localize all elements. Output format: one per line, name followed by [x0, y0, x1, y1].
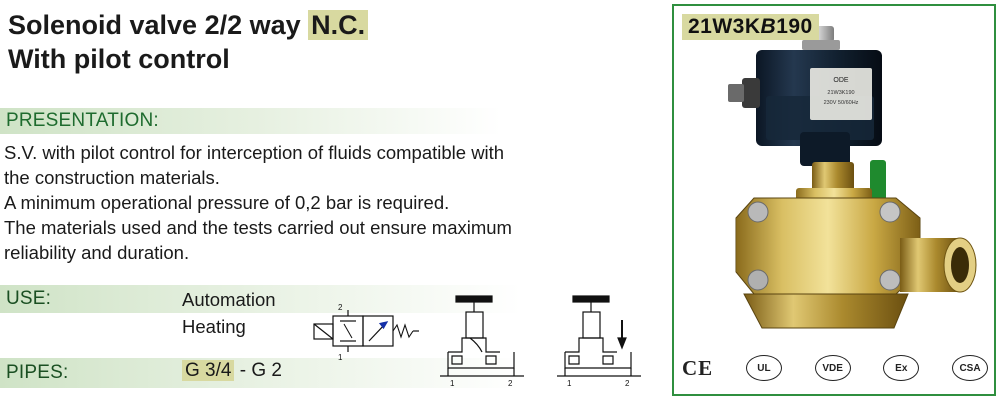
ex-mark-icon: Ex	[883, 355, 919, 381]
pipes-size-range: - G 2	[239, 360, 282, 381]
title-line-2: With pilot control	[8, 44, 230, 74]
symbol-port-2: 2	[338, 303, 343, 312]
pipes-values	[182, 360, 282, 382]
section-header-presentation	[0, 108, 668, 134]
use-values	[182, 286, 276, 340]
symbol-port-1: 1	[338, 353, 343, 362]
pipes-size-highlight: G 3/4	[182, 360, 234, 381]
cutaway-open	[557, 296, 641, 388]
solenoid-valve-illustration	[684, 22, 988, 342]
cutaway-closed-port-2: 2	[508, 379, 513, 388]
ce-mark-icon: CE	[682, 355, 714, 380]
solenoid-coil	[728, 50, 886, 204]
product-code-italic: B	[760, 15, 777, 38]
product-code-prefix: 21W3K	[688, 15, 761, 38]
product-code-badge	[682, 14, 819, 40]
iso-valve-symbol	[314, 303, 419, 362]
title-text-main: Solenoid valve 2/2 way	[8, 10, 309, 40]
coil-brand-text: ODE	[833, 77, 849, 84]
page-title	[8, 8, 658, 76]
presentation-body	[4, 140, 664, 265]
presentation-line-4: The materials used and the tests carried out ensure maximum	[4, 217, 512, 238]
cutaway-closed-port-1: 1	[450, 379, 455, 388]
product-photo	[684, 22, 988, 342]
svg-text:21W3K190: 21W3K190	[827, 90, 855, 96]
cutaway-open-port-1: 1	[567, 379, 572, 388]
valve-body	[736, 198, 976, 328]
use-value-2: Heating	[182, 316, 246, 337]
ul-mark-icon: UL	[746, 355, 782, 381]
presentation-line-2: the construction materials.	[4, 167, 220, 188]
svg-text:230V 50/60Hz: 230V 50/60Hz	[823, 100, 859, 106]
symbols-svg	[300, 290, 660, 395]
pipes-label: PIPES:	[6, 362, 69, 383]
product-panel	[672, 4, 996, 396]
vde-mark-icon: VDE	[815, 355, 851, 381]
title-highlight-nc: N.C.	[308, 10, 368, 40]
schematic-symbols	[300, 290, 660, 395]
use-value-1: Automation	[182, 289, 276, 310]
certification-marks	[682, 350, 988, 386]
presentation-line-5: reliability and duration.	[4, 242, 190, 263]
cutaway-closed	[440, 296, 524, 388]
title-line-1	[8, 8, 658, 42]
use-label: USE:	[6, 288, 52, 309]
product-code-suffix: 190	[776, 15, 813, 38]
csa-mark-icon: CSA	[952, 355, 988, 381]
presentation-line-1: S.V. with pilot control for interception of fluids compatible with	[4, 142, 505, 163]
cutaway-open-port-2: 2	[625, 379, 630, 388]
presentation-label: PRESENTATION:	[6, 110, 159, 131]
presentation-line-3: A minimum operational pressure of 0,2 bar is required.	[4, 192, 450, 213]
